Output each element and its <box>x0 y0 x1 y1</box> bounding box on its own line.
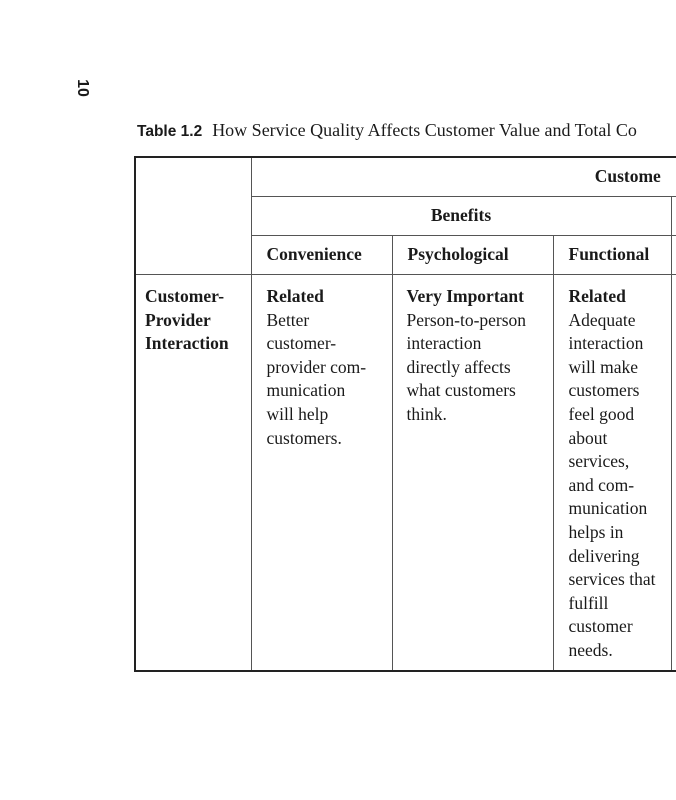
empty-table-cell <box>671 275 676 672</box>
cell-text-convenience: Better customer- provider com- munication will help customers. <box>266 309 367 448</box>
table-container <box>134 156 676 675</box>
cell-rating-convenience: Related <box>266 286 324 306</box>
table-row <box>135 275 676 672</box>
cell-rating-functional: Related <box>568 286 626 306</box>
cell-text-functional: Adequate interaction will make customers feel good about services, and com- munication helps in delivering services that fulfill customer needs. <box>568 309 656 660</box>
empty-column-header-cell <box>671 236 676 275</box>
table-header-row-1 <box>135 157 676 197</box>
table-cell-convenience <box>251 275 392 672</box>
table-cell-psychological <box>392 275 553 672</box>
benefits-header-cell: Benefits <box>251 197 671 236</box>
table-corner-cell <box>135 157 251 275</box>
cell-rating-psychological: Very Important <box>406 286 524 306</box>
table-cell-functional <box>553 275 671 672</box>
top-header-cell: Custome <box>251 157 676 197</box>
row-header-label: Customer- Provider Interaction <box>145 286 229 354</box>
row-header-customer-provider-interaction <box>135 275 251 672</box>
table-caption-label: Table 1.2 <box>137 123 203 140</box>
table-caption-title: How Service Quality Affects Customer Value and Total Co <box>212 120 637 140</box>
column-header-psychological: Psychological <box>392 236 553 275</box>
empty-header-cell <box>671 197 676 236</box>
page-number: 10 <box>74 79 91 97</box>
cell-text-psychological: Person-to-person interaction directly affects what customers think. <box>406 309 527 424</box>
column-header-convenience: Convenience <box>251 236 392 275</box>
column-header-functional: Functional <box>553 236 671 275</box>
service-quality-table <box>134 156 676 672</box>
table-caption <box>137 119 637 143</box>
